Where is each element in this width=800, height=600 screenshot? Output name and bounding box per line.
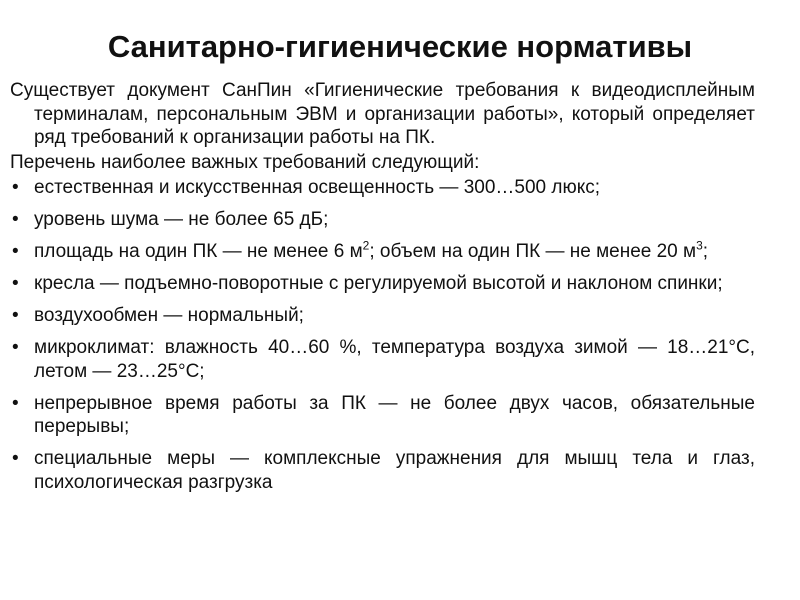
area-superscript: 2 (362, 238, 370, 253)
requirement-chairs (10, 272, 755, 296)
requirement-ventilation (10, 304, 755, 328)
bullet-icon: • (12, 273, 19, 294)
area-text-part1: площадь на один ПК — не менее 6 м (34, 241, 363, 262)
requirement-lighting (10, 176, 755, 200)
list-heading: Перечень наиболее важных требований следующий: (10, 152, 480, 173)
requirement-microclimate (10, 336, 755, 383)
bullet-icon: • (12, 305, 19, 326)
bullet-icon: • (12, 177, 19, 198)
requirement-special (10, 447, 755, 494)
area-text-end: ; (702, 241, 709, 262)
bullet-icon: • (12, 241, 19, 262)
requirement-text: уровень шума — не более 65 дБ; (34, 209, 329, 230)
requirement-text: естественная и искусственная освещенность — 300…500 люкс; (34, 177, 601, 198)
requirement-work-time (10, 392, 755, 439)
requirement-noise (10, 208, 755, 232)
requirement-text (34, 238, 709, 262)
slide-title: Санитарно-гигиенические нормативы (107, 29, 693, 64)
volume-superscript: 3 (696, 238, 703, 253)
requirement-text: микроклимат: влажность 40…60 %, температура воздуха зимой — 18…21°С, летом — 23…25°С; (34, 337, 755, 382)
intro-paragraph: Существует документ СанПин «Гигиенические требования к видеодисплейным терминалам, персональным ЭВМ и организации работы», который определяет ряд требований к организации работы на ПК. (10, 80, 755, 148)
bullet-icon: • (12, 337, 19, 358)
requirements-list (10, 176, 755, 494)
bullet-icon: • (12, 392, 19, 414)
bullet-icon: • (12, 448, 19, 469)
requirement-text: специальные меры — комплексные упражнения для мышц тела и глаз, психологическая разгрузка (34, 448, 755, 493)
requirement-text: кресла — подъемно-поворотные с регулируемой высотой и наклоном спинки; (34, 273, 723, 294)
requirement-text: непрерывное время работы за ПК — не более двух часов, обязательные перерывы; (34, 392, 755, 437)
bullet-icon: • (12, 209, 19, 230)
area-text-part2: ; объем на один ПК — не менее 20 м (369, 241, 697, 262)
slide-content (10, 79, 755, 503)
requirement-area (10, 240, 755, 264)
requirement-text: воздухообмен — нормальный; (34, 305, 304, 326)
